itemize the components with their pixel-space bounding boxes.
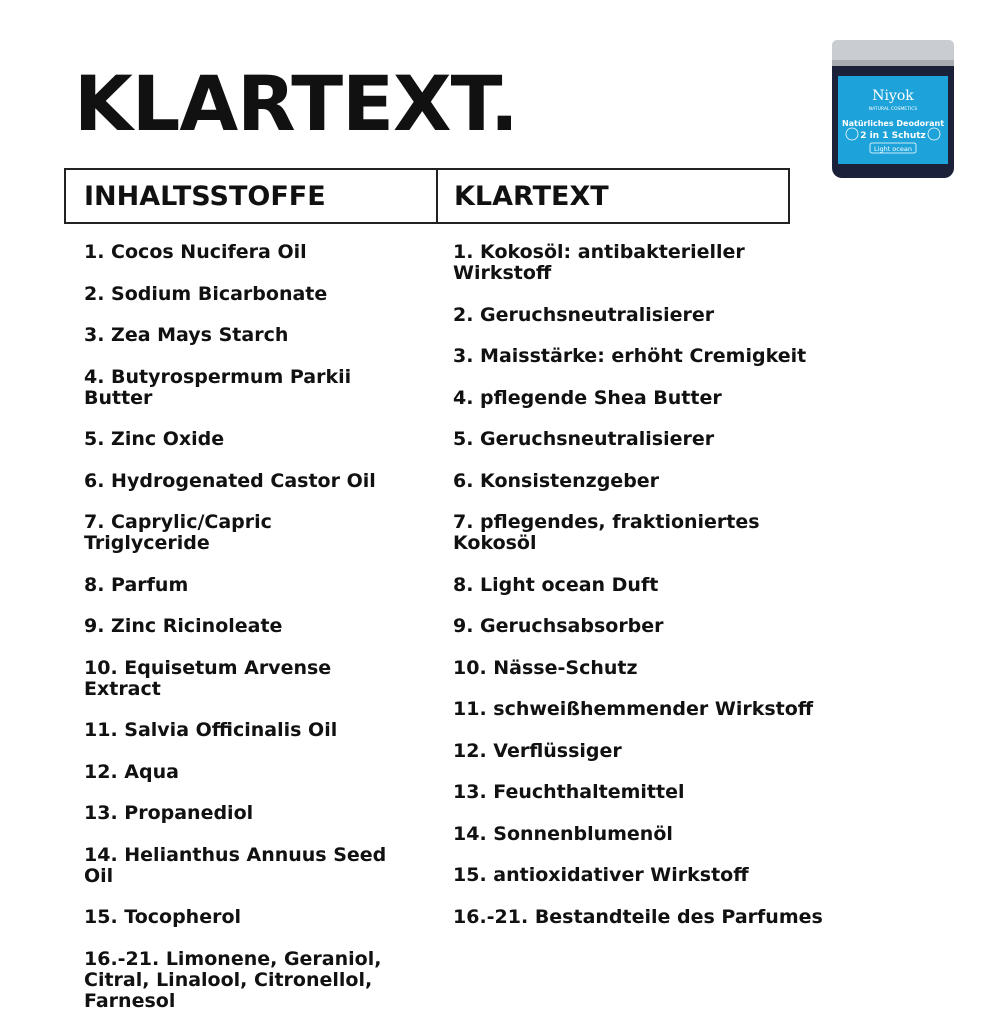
plain-text-item: 4. pflegende Shea Butter [453, 386, 722, 409]
table-header [64, 168, 790, 224]
plain-text-item: 11. schweißhemmender Wirkstoff [453, 698, 814, 720]
plain-text-item: 13. Feuchthaltemittel [453, 781, 685, 803]
ingredient-item: 12. Aqua [84, 760, 179, 783]
ingredient-item: 6. Hydrogenated Castor Oil [84, 469, 376, 492]
ingredient-item: 5. Zinc Oxide [84, 428, 225, 450]
plain-text-item: 16.-21. Bestandteile des Parfumes [453, 905, 823, 928]
product-brand: Niyok [872, 88, 914, 104]
header-plain-text: KLARTEXT [454, 180, 609, 212]
ingredient-item: 7. Caprylic/Capric Triglyceride [84, 511, 272, 554]
ingredient-item: 1. Cocos Nucifera Oil [84, 241, 307, 263]
header-ingredients: INHALTSSTOFFE [66, 170, 438, 222]
plain-text-item: 10. Nässe-Schutz [453, 656, 638, 679]
ingredients-column [84, 242, 404, 1032]
plain-text-item: 1. Kokosöl: antibakterieller Wirkstoff [453, 241, 745, 284]
plain-text-item: 15. antioxidativer Wirkstoff [453, 864, 749, 886]
product-jar-image [828, 38, 958, 182]
plain-text-column [453, 242, 833, 948]
product-line2: 2 in 1 Schutz [860, 131, 926, 141]
plain-text-item: 12. Verflüssiger [453, 739, 622, 762]
plain-text-item: 9. Geruchsabsorber [453, 615, 664, 637]
ingredient-item: 10. Equisetum Arvense Extract [84, 656, 332, 700]
plain-text-item: 7. pflegendes, fraktioniertes Kokosöl [453, 511, 760, 554]
ingredient-item: 4. Butyrospermum Parkii Butter [84, 365, 352, 409]
plain-text-item: 3. Maisstärke: erhöht Cremigkeit [453, 345, 807, 367]
ingredient-item: 16.-21. Limonene, Geraniol, Citral, Linalool, Citronellol, Farnesol [84, 947, 382, 1012]
ingredient-item: 9. Zinc Ricinoleate [84, 615, 283, 637]
plain-text-item: 2. Geruchsneutralisierer [453, 303, 715, 326]
product-scent: Light ocean [874, 145, 912, 153]
ingredient-item: 8. Parfum [84, 573, 189, 596]
plain-text-item: 8. Light ocean Duft [453, 573, 659, 596]
plain-text-item: 14. Sonnenblumenöl [453, 822, 673, 845]
plain-text-item: 5. Geruchsneutralisierer [453, 428, 715, 450]
ingredient-item: 14. Helianthus Annuus Seed Oil [84, 843, 387, 887]
ingredient-item: 11. Salvia Officinalis Oil [84, 719, 338, 741]
ingredient-item: 13. Propanediol [84, 802, 254, 824]
ingredient-item: 2. Sodium Bicarbonate [84, 282, 328, 305]
page-title: KLARTEXT. [74, 59, 518, 148]
plain-text-item: 6. Konsistenzgeber [453, 469, 660, 492]
product-line1: Natürliches Deodorant [841, 119, 945, 128]
product-subtitle: NATURAL COSMETICS [868, 107, 918, 112]
ingredient-item: 15. Tocopherol [84, 906, 242, 928]
ingredient-item: 3. Zea Mays Starch [84, 324, 289, 346]
